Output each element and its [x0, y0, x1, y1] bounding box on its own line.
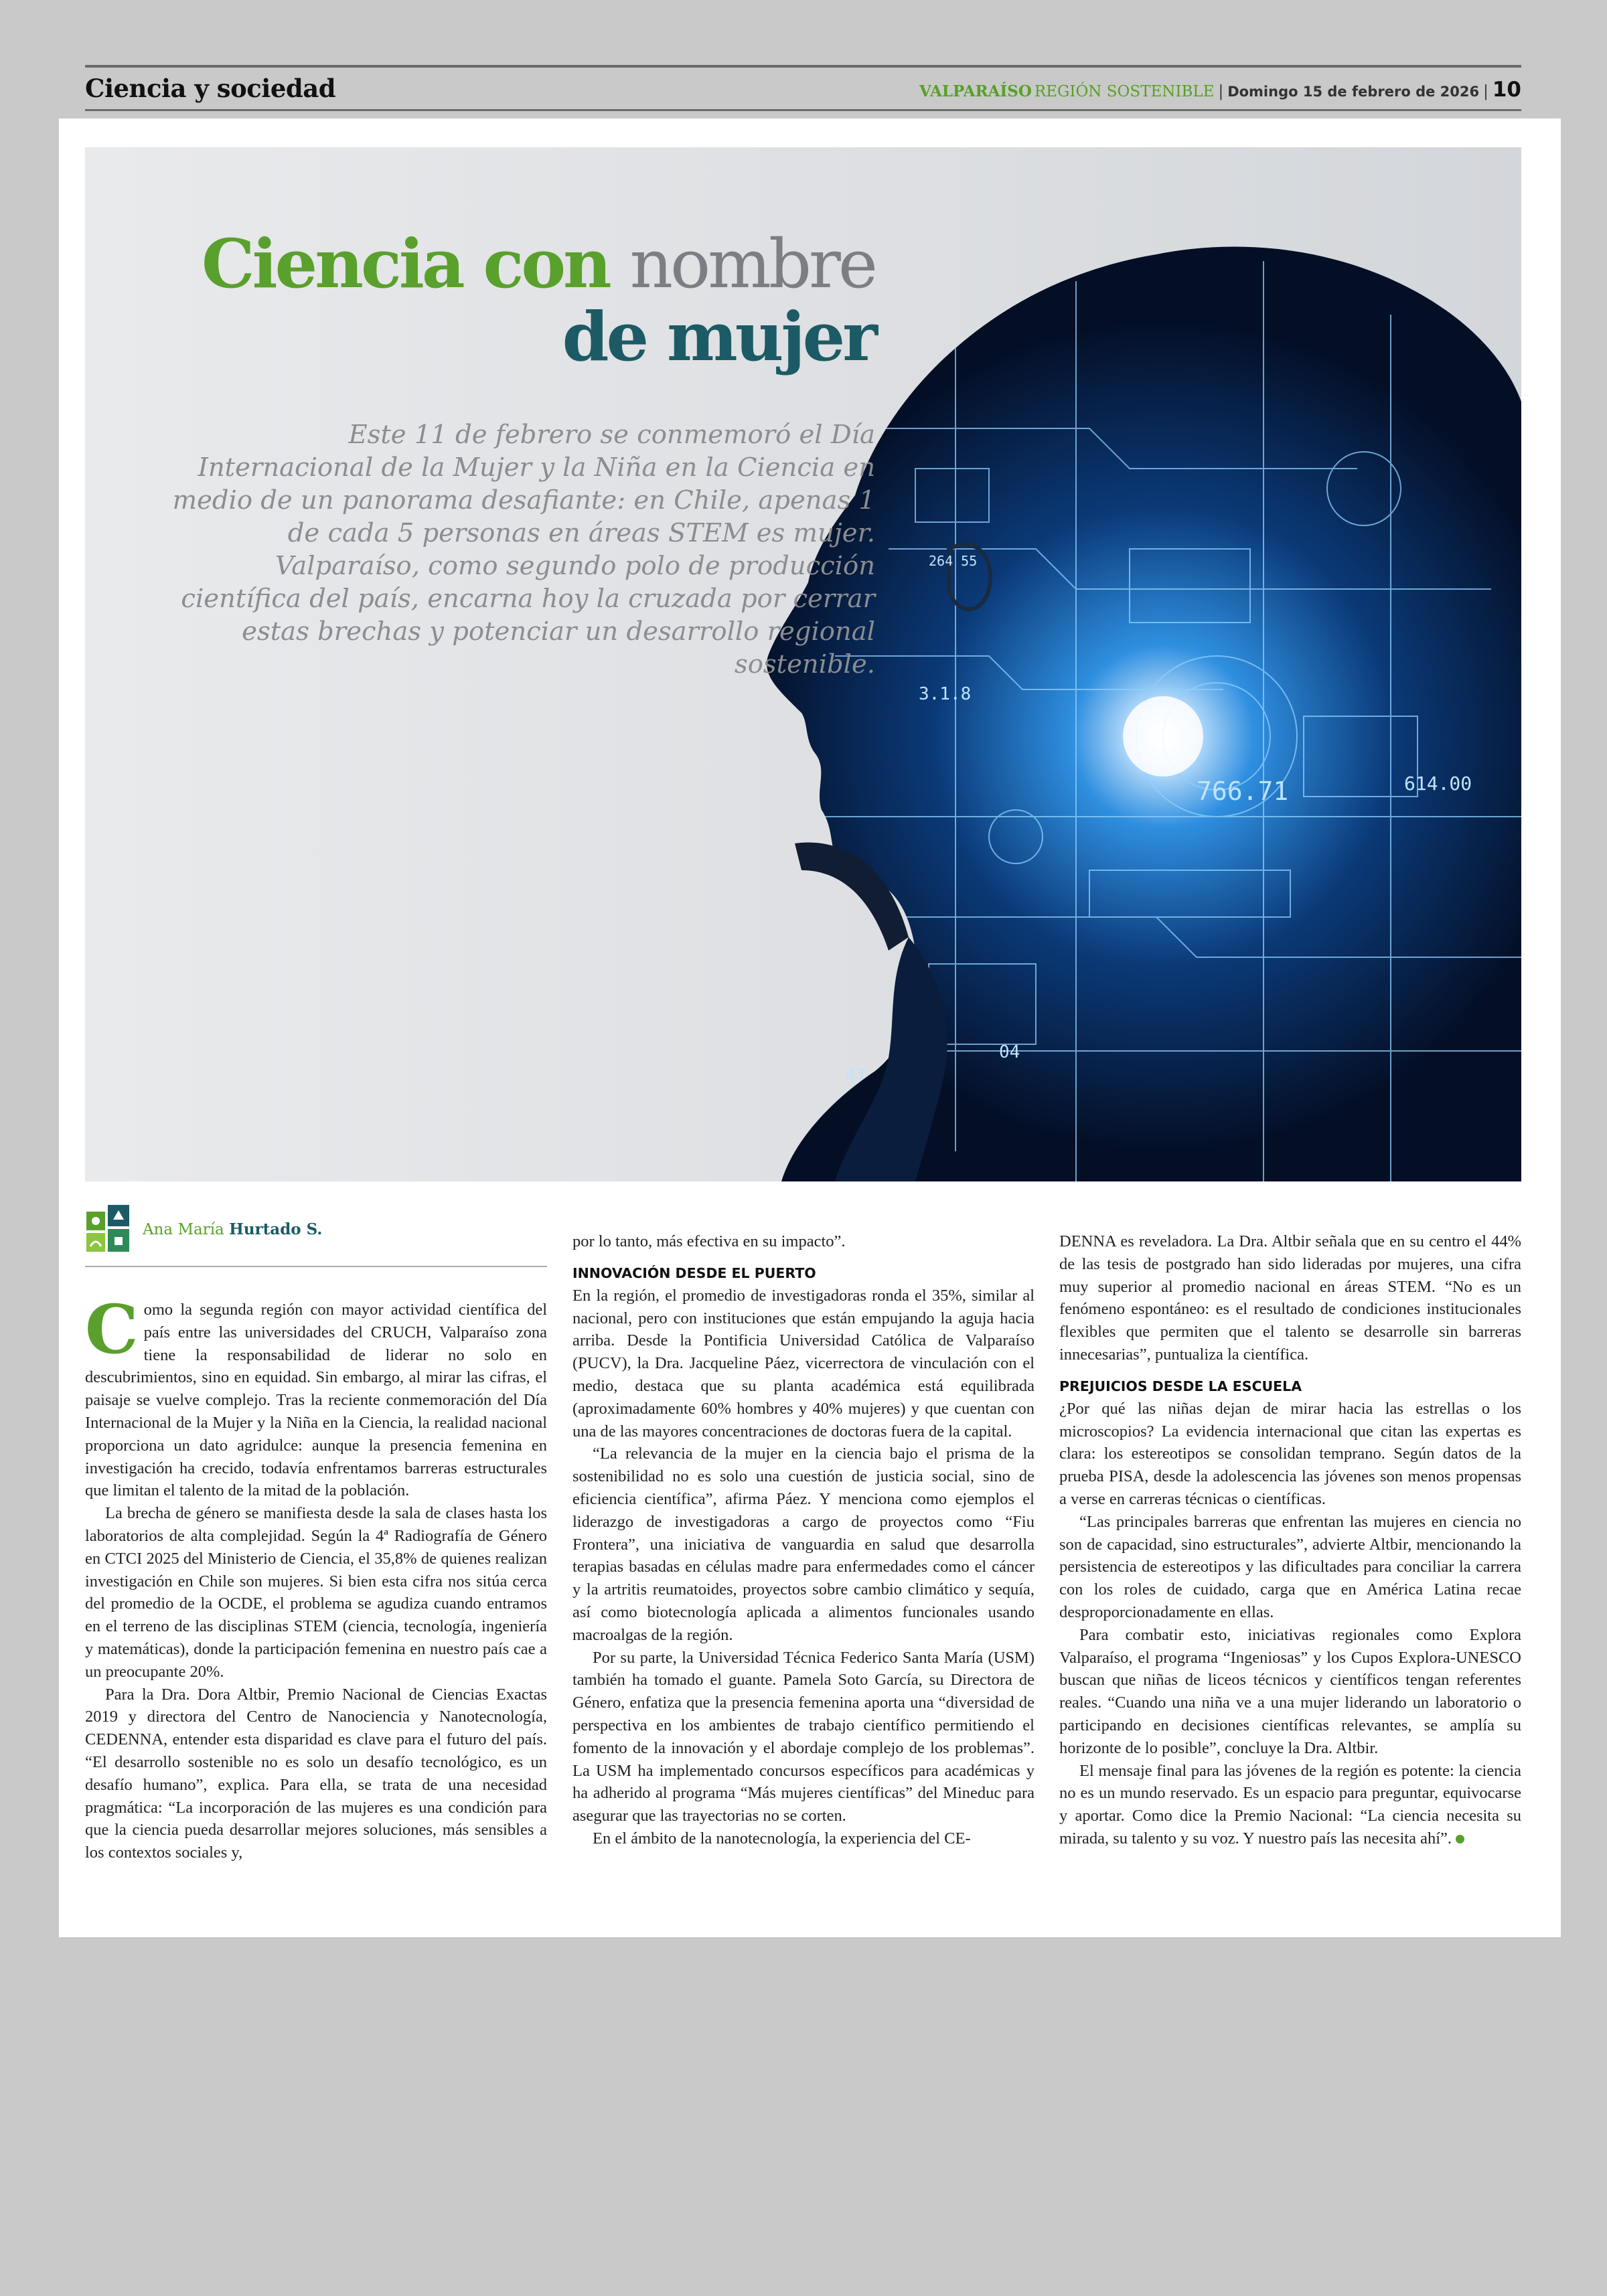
closing-text: El mensaje final para las jóvenes de la región es potente: la ciencia no es un mundo reservado. Es un espacio para preguntar, equivocarse y aportar. Como dice la Premio Nacional: “La ciencia necesita su mirada, su talento y su voz. Y nuestro país las necesita ahí”. — [1059, 1761, 1521, 1848]
hero-image — [85, 147, 1521, 1181]
masthead — [919, 78, 1521, 102]
article-paragraph: La brecha de género se manifiesta desde la sala de clases hasta los laboratorios de alta complejidad. Según la 4ª Radiografía de Género en CTCI 2025 del Ministerio de Ciencia, el 35,8% de quienes realizan investigación en Chile son mujeres. Si bien esta cifra nos sitúa cerca del promedio de la OCDE, el problema se agudiza cuando entramos en el terreno de las disciplinas STEM (ciencia, tecnología, ingeniería y matemáticas), donde la participación femenina en nuestro país cae a un preocupante 20%. — [85, 1504, 547, 1681]
article-column-3 — [1059, 1230, 1521, 1850]
region-logo-icon — [85, 1205, 131, 1253]
subheading-prejuicios: PREJUICIOS DESDE LA ESCUELA — [1059, 1378, 1302, 1394]
brand-subtitle: REGIÓN SOSTENIBLE — [1034, 83, 1215, 100]
headline-teal: de mujer — [562, 297, 875, 376]
hud-number: 04 — [999, 1042, 1020, 1062]
end-mark-icon — [1456, 1835, 1464, 1843]
article-paragraph: “La relevancia de la mujer en la ciencia bajo el prisma de la sostenibilidad no es solo una cuestión de justicia social, sino de eficiencia científica”, afirma Páez. Y menciona como ejemplos el liderazgo de investigadoras a cargo de proyectos como “Fiu Frontera”, una iniciativa de vanguardia en salud que desarrolla terapias basadas en células madre para enfermedades como el cáncer y la artritis reumatoides, proyectos sobre cambio climático y sequía, así como biotecnología aplicada a alimentos funcionales usando macroalgas de la región. — [572, 1445, 1035, 1644]
issue-date: Domingo 15 de febrero de 2026 — [1227, 84, 1480, 100]
lead-text: omo la segunda región con mayor actividad científica del país entre las universidades del CRUCH, Valparaíso zona tiene la responsabilidad de liderar no solo en descubrimientos, sino en equidad. Sin embargo, al mirar las cifras, el paisaje se vuelve complejo. Tras la reciente conmemoración del Día Internacional de la Mujer y la Niña en la Ciencia, la realidad nacional proporciona un dato agridulce: aunque la presencia femenina en investigación ha crecido, todavía enfrentamos barreras estructurales que limitan el talento de la mitad de la población. — [85, 1301, 547, 1500]
headline — [172, 224, 875, 376]
article-paragraph: DENNA es reveladora. La Dra. Altbir señala que en su centro el 44% de las tesis de postgrado han sido lideradas por mujeres, una cifra muy superior al promedio nacional en áreas STEM. “No es un fenómeno espontáneo: es el resultado de condiciones institucionales flexibles que permiten que el talento se desarrolle sin barreras innecesarias”, puntualiza la científica. — [1059, 1232, 1521, 1364]
brand-name: VALPARAÍSO — [919, 82, 1032, 100]
masthead-separator-2: | — [1483, 83, 1488, 100]
byline — [85, 1205, 322, 1253]
article-column-2 — [572, 1230, 1035, 1850]
header-top-rule — [85, 65, 1521, 68]
article-paragraph: Para combatir esto, iniciativas regionales como Explora Valparaíso, el programa “Ingeniosas” y los Cupos Explora-UNESCO buscan que niñas de liceos técnicos y científicos tengan referentes reales. “Cuando una niña ve a una mujer liderando un laboratorio o participando en decisiones científicas relevantes, se amplía su horizonte de lo posible”, concluye la Dra. Altbir. — [1059, 1625, 1521, 1757]
article-paragraph: ¿Por qué las niñas dejan de mirar hacia las estrellas o los microscopios? La evidencia internacional que citan las expertas es clara: los estereotipos se consolidan temprano. Según datos de la prueba PISA, desde la adolescencia las jóvenes son menos propensas a verse en carreras técnicas o científicas. — [1059, 1399, 1521, 1508]
hud-number: 264 55 — [929, 553, 978, 569]
byline-rule — [85, 1266, 547, 1267]
article-paragraph: por lo tanto, más efectiva en su impacto”. — [572, 1232, 846, 1250]
article-paragraph: Por su parte, la Universidad Técnica Federico Santa María (USM) también ha tomado el guante. Pamela Soto García, su Directora de Género, enfatiza que la presencia femenina aporta una “diversidad de perspectiva en los ambientes de trabajo científico permitiendo el fomento de la innovación y el abordaje complejo de los problemas”. La USM ha implementado concursos específicos para académicas y ha adherido al programa “Más mujeres científicas” del Mineduc para asegurar que las trayectorias no se corten. — [572, 1648, 1035, 1825]
drop-cap: C — [85, 1290, 139, 1369]
article-paragraph: En la región, el promedio de investigadoras ronda el 35%, similar al nacional, pero con instituciones que están empujando la aguja hacia arriba. Desde la Pontificia Universidad Católica de Valparaíso (PUCV), la Dra. Jacqueline Páez, vicerrectora de vinculación con el medio, destaca que su planta académica está equilibrada (aproximadamente 60% hombres y 40% mujeres) y que cuentan con una de las mayores concentraciones de doctoras fuera de la capital. — [572, 1286, 1035, 1441]
hud-number: 3.1.8 — [919, 684, 972, 704]
article-paragraph: “Las principales barreras que enfrentan las mujeres en ciencia no son de capacidad, sino estructurales”, advierte Altbir, mencionando la persistencia de estereotipos y las dificultades para conciliar la carrera con los roles de cuidado, carga que en América Latina recae desproporcionadamente en ellas. — [1059, 1512, 1521, 1621]
author-first: Ana María — [143, 1220, 224, 1238]
hud-number: 766.71 — [1197, 776, 1289, 806]
author-last: Hurtado S. — [229, 1220, 323, 1238]
headline-grey: nombre — [629, 225, 875, 303]
subheading-innovacion: INNOVACIÓN DESDE EL PUERTO — [572, 1264, 816, 1281]
article-column-1 — [85, 1290, 547, 1864]
hud-number: 47 — [845, 1066, 866, 1086]
page-number: 10 — [1492, 78, 1521, 102]
header-bottom-rule — [85, 109, 1521, 111]
hud-number: 614.00 — [1404, 772, 1472, 795]
masthead-separator: | — [1218, 83, 1224, 100]
article-paragraph — [1059, 1760, 1521, 1850]
author-name — [143, 1220, 322, 1238]
article-paragraph: En el ámbito de la nanotecnología, la experiencia del CE- — [593, 1829, 971, 1848]
headline-green: Ciencia con — [202, 224, 609, 303]
dek: Este 11 de febrero se conmemoró el Día Internacional de la Mujer y la Niña en la Ciencia en medio de un panorama desafiante: en Chile, apenas 1 de cada 5 personas en áreas STEM es mujer. Valparaíso, como segundo polo de producción científica del país, encarna hoy la cruzada por cerrar estas brechas y potenciar un desarrollo regional sostenible. — [172, 420, 875, 679]
article-paragraph — [85, 1290, 547, 1502]
article-paragraph: Para la Dra. Dora Altbir, Premio Nacional de Ciencias Exactas 2019 y directora del Centro de Nanociencia y Nanotecnología, CEDENNA, entender esta disparidad es clave para el futuro del país. “El desarrollo sostenible no es solo un desafío tecnológico, es un desafío humano”, explica. Para ella, se trata de una necesidad pragmática: “La incorporación de las mujeres es una condición para que la ciencia pueda desarrollar mejores soluciones, más sensibles a los contextos sociales y, — [85, 1685, 547, 1862]
section-name: Ciencia y sociedad — [85, 74, 336, 103]
